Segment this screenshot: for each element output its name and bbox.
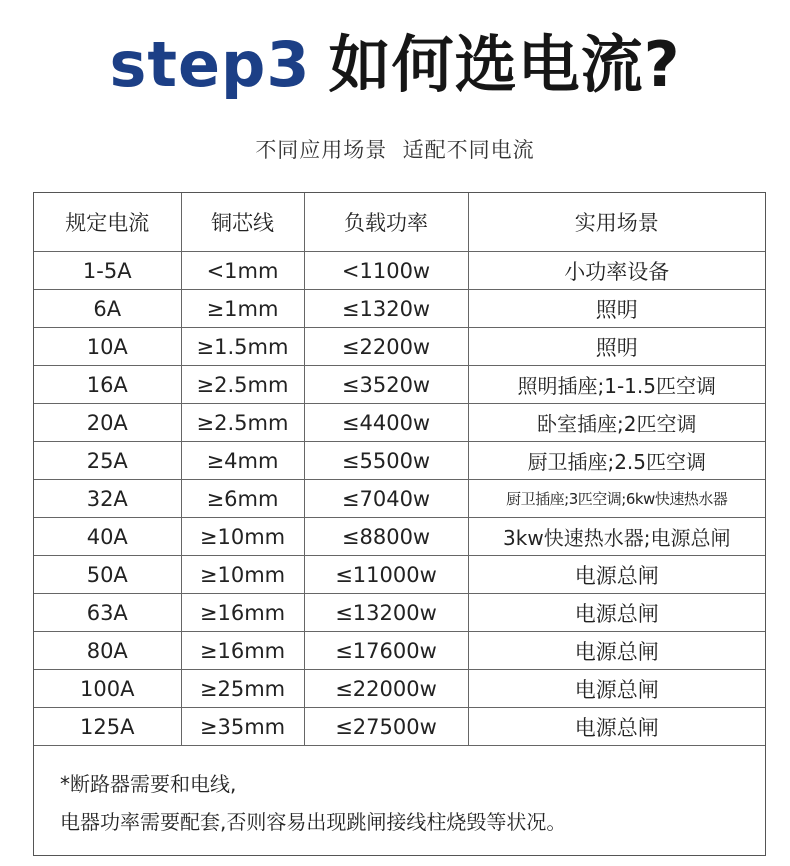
table-row: [34, 480, 765, 518]
footnote-line-1: *断路器需要和电线,: [60, 772, 237, 796]
cell-wire: ≥2.5mm: [181, 366, 304, 404]
table-row: [34, 404, 765, 442]
cell-current: 125A: [34, 708, 181, 746]
cell-wire: ≥10mm: [181, 556, 304, 594]
cell-current: 20A: [34, 404, 181, 442]
cell-wire: <1mm: [181, 252, 304, 290]
cell-current: 80A: [34, 632, 181, 670]
cell-current: 100A: [34, 670, 181, 708]
table-row: [34, 518, 765, 556]
cell-scene: 电源总闸: [468, 670, 765, 708]
table-row: [34, 328, 765, 366]
cell-current: 63A: [34, 594, 181, 632]
cell-scene: 3kw快速热水器;电源总闸: [468, 518, 765, 556]
spec-table: [34, 193, 765, 746]
cell-wire: ≥25mm: [181, 670, 304, 708]
cell-wire: ≥35mm: [181, 708, 304, 746]
cell-wire: ≥16mm: [181, 594, 304, 632]
cell-wire: ≥16mm: [181, 632, 304, 670]
cell-scene: 照明: [468, 328, 765, 366]
cell-power: ≤8800w: [304, 518, 468, 556]
footnote-line-2: 电器功率需要配套,否则容易出现跳闸接线柱烧毁等状况。: [60, 810, 567, 834]
cell-power: ≤27500w: [304, 708, 468, 746]
cell-current: 16A: [34, 366, 181, 404]
cell-current: 50A: [34, 556, 181, 594]
cell-power: ≤17600w: [304, 632, 468, 670]
footnote: [60, 765, 750, 841]
cell-power: ≤11000w: [304, 556, 468, 594]
cell-scene: 电源总闸: [468, 632, 765, 670]
title-main: 如何选电流?: [328, 28, 681, 101]
header-load-power: 负载功率: [304, 193, 468, 252]
cell-scene: 电源总闸: [468, 556, 765, 594]
cell-scene: 电源总闸: [468, 708, 765, 746]
table-row: [34, 252, 765, 290]
table-row: [34, 670, 765, 708]
cell-current: 25A: [34, 442, 181, 480]
cell-scene: 照明插座;1-1.5匹空调: [468, 366, 765, 404]
table-row: [34, 594, 765, 632]
cell-scene: 厨卫插座;2.5匹空调: [468, 442, 765, 480]
cell-scene: 电源总闸: [468, 594, 765, 632]
cell-scene: 小功率设备: [468, 252, 765, 290]
cell-scene: 厨卫插座;3匹空调;6kw快速热水器: [468, 480, 765, 518]
cell-current: 40A: [34, 518, 181, 556]
cell-current: 10A: [34, 328, 181, 366]
cell-current: 32A: [34, 480, 181, 518]
table-header-row: [34, 193, 765, 252]
table-row: [34, 708, 765, 746]
cell-power: ≤22000w: [304, 670, 468, 708]
cell-current: 1-5A: [34, 252, 181, 290]
header-rated-current: 规定电流: [34, 193, 181, 252]
table-row: [34, 442, 765, 480]
table-row: [34, 556, 765, 594]
header-usage-scene: 实用场景: [468, 193, 765, 252]
cell-power: ≤1320w: [304, 290, 468, 328]
cell-power: ≤13200w: [304, 594, 468, 632]
cell-wire: ≥4mm: [181, 442, 304, 480]
table-row: [34, 290, 765, 328]
header-copper-wire: 铜芯线: [181, 193, 304, 252]
cell-scene: 卧室插座;2匹空调: [468, 404, 765, 442]
cell-power: ≤7040w: [304, 480, 468, 518]
table-row: [34, 632, 765, 670]
cell-power: <1100w: [304, 252, 468, 290]
cell-power: ≤5500w: [304, 442, 468, 480]
cell-power: ≤3520w: [304, 366, 468, 404]
cell-power: ≤2200w: [304, 328, 468, 366]
spec-table-frame: [33, 192, 766, 856]
cell-wire: ≥1.5mm: [181, 328, 304, 366]
cell-wire: ≥2.5mm: [181, 404, 304, 442]
cell-wire: ≥6mm: [181, 480, 304, 518]
cell-power: ≤4400w: [304, 404, 468, 442]
page-subtitle: 不同应用场景 适配不同电流: [255, 138, 535, 162]
cell-current: 6A: [34, 290, 181, 328]
cell-scene: 照明: [468, 290, 765, 328]
title-step: step3: [109, 28, 311, 101]
cell-wire: ≥10mm: [181, 518, 304, 556]
cell-wire: ≥1mm: [181, 290, 304, 328]
table-row: [34, 366, 765, 404]
page-title: [0, 30, 790, 100]
